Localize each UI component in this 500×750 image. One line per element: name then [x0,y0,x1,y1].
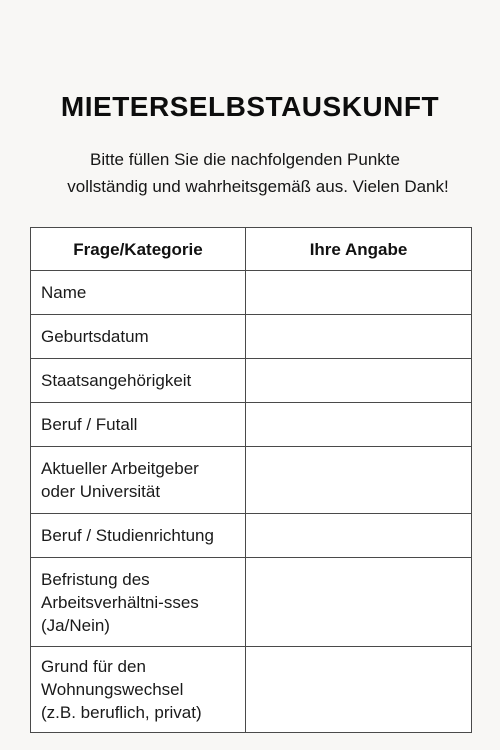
table-row [31,514,472,558]
question-label-line: Beruf / Futall [41,415,138,434]
question-label-line: (z.B. beruflich, privat) [41,703,202,722]
table-header-row [31,228,472,271]
tenant-info-table [30,227,472,733]
question-cell [31,403,246,447]
question-label-line: Staatsangehörigkeit [41,371,192,390]
answer-cell[interactable] [246,514,472,558]
answer-cell[interactable] [246,647,472,733]
table-row [31,271,472,315]
table-row [31,315,472,359]
question-label-line: Wohnungswechsel [41,680,184,699]
question-label-line: Befristung des [41,569,150,589]
question-cell [31,271,246,315]
intro-line-2: vollständig und wahrheitsgemäß aus. Vielen Dank! [67,177,449,196]
question-label-line: oder Universität [41,482,161,501]
table-row [31,359,472,403]
answer-cell[interactable] [246,359,472,403]
question-cell [31,447,246,514]
answer-cell[interactable] [246,271,472,315]
table-row [31,403,472,447]
intro-text [0,146,500,200]
table-row [31,558,472,647]
table-row [31,647,472,733]
question-cell [31,514,246,558]
question-label-line: Name [41,283,87,302]
intro-line-1: Bitte füllen Sie die nachfolgenden Punkte [89,150,400,169]
question-label-line: Beruf / Studienrichtung [41,526,214,545]
question-label-line: Geburtsdatum [41,327,149,346]
question-label-line: Arbeitsverhältni-sses [41,592,199,612]
column-header-answer: Ihre Angabe [246,228,472,271]
question-cell [31,647,246,733]
answer-cell[interactable] [246,315,472,359]
table-row [31,447,472,514]
question-label-line: Grund für den [41,657,146,676]
document-title: MIETERSELBSTAUSKUNFT [60,91,440,122]
answer-cell[interactable] [246,558,472,647]
question-label-line: Aktueller Arbeitgeber [41,459,199,478]
answer-cell[interactable] [246,403,472,447]
question-cell [31,558,246,647]
question-cell [31,315,246,359]
answer-cell[interactable] [246,447,472,514]
question-cell [31,359,246,403]
column-header-question: Frage/Kategorie [31,228,246,271]
question-label-line: (Ja/Nein) [41,615,110,635]
